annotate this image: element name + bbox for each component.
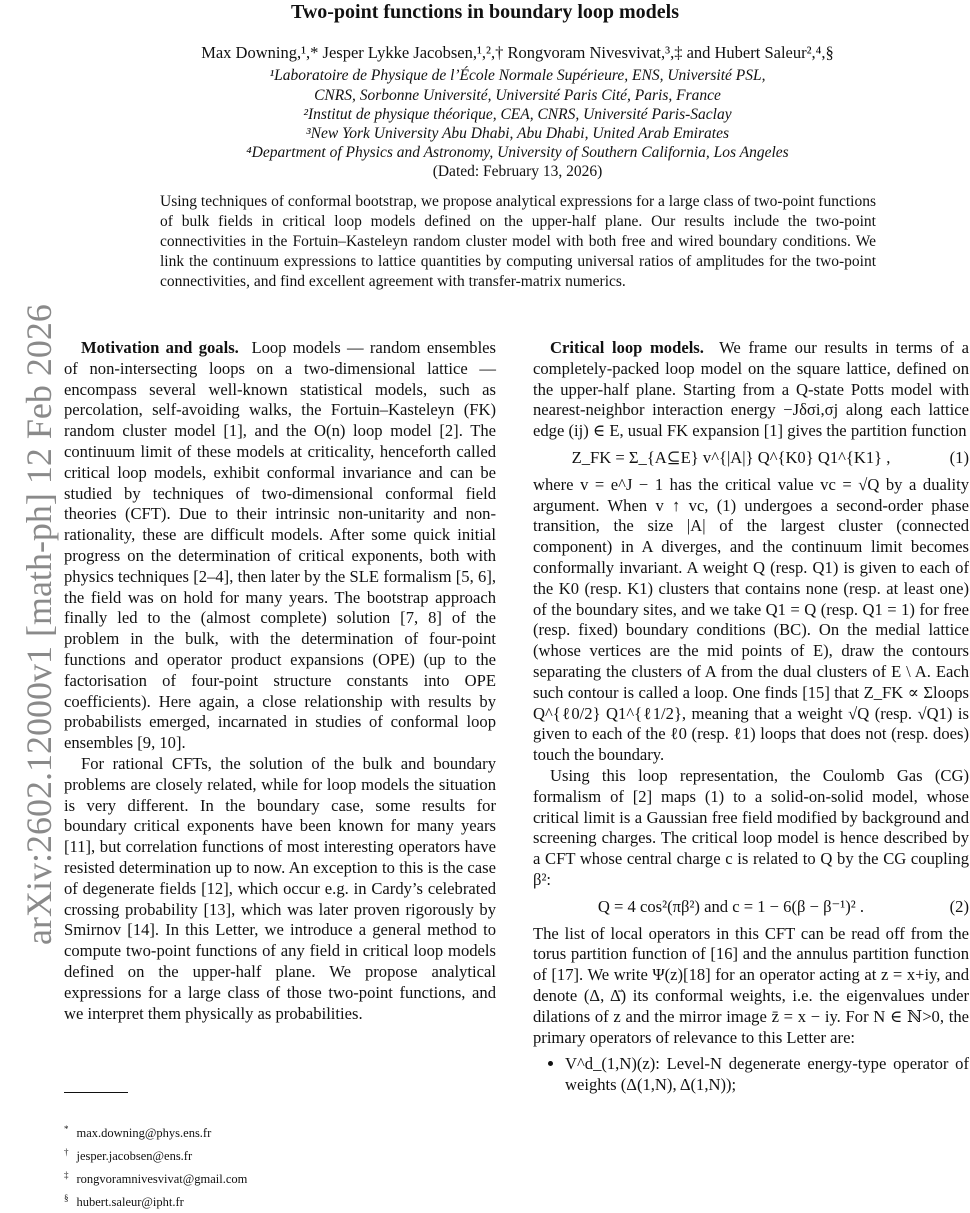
left-column [64, 338, 496, 1024]
footnote-email: hubert.saleur@ipht.fr [76, 1195, 184, 1210]
footnote-rule [64, 1092, 128, 1093]
section-heading-motivation: Motivation and goals. [81, 338, 239, 357]
paragraph-text: We frame our results in terms of a completely-packed loop model on the square lattice, defined on the upper-half plane. Starting from a Q-state Potts model with nearest-neighbor interaction energy −Jδσi,σj along each lattice edge (ij) ∈ E, usual FK expansion [1] gives the partition function [533, 338, 969, 441]
paragraph-critical-loop [533, 338, 969, 442]
operator-list [533, 1054, 969, 1096]
affiliation-4: ⁴Department of Physics and Astronomy, University of Southern California, Los Angeles [246, 144, 789, 161]
affiliation-3: ³New York University Abu Dhabi, Abu Dhabi, United Arab Emirates [305, 125, 729, 142]
footnote-email: rongvoramnivesvivat@gmail.com [76, 1172, 248, 1187]
equation-number: (2) [949, 896, 969, 916]
paragraph-duality: where v = e^J − 1 has the critical value vc = √Q by a duality argument. When v ↑ vc, (1) undergoes a second-order phase transition, the size |A| of the largest cluster (connected component) in A diverges, and the continuum limit becomes conformally invariant. A weight Q (resp. Q1) is given to each of the K0 (resp. K1) clusters that contains none (resp. at least one) of the boundary sites, and we take Q1 = Q (resp. Q1 = 1) for free (resp. fixed) boundary conditions (BC). On the medial lattice (whose vertices are the mid points of E), draw the contours separating the clusters of A from the dual clusters of E \ A. Each such contour is called a loop. One finds [15] that Z_FK ∝ Σloops Q^{ℓ0/2} Q1^{ℓ1/2}, meaning that a weight √Q (resp. √Q1) is given to each of the ℓ0 (resp. ℓ1) loops that does not (resp. does) touch the boundary. [533, 474, 969, 765]
footnote-item[interactable] [64, 1166, 247, 1189]
right-column [533, 338, 969, 1096]
section-heading-critical: Critical loop models. [550, 338, 704, 357]
footnote-mark: * [64, 1124, 69, 1134]
equation-body: Z_FK = Σ_{A⊆E} v^{|A|} Q^{K0} Q1^{K1} , [571, 447, 891, 467]
equation-1 [533, 448, 969, 469]
paragraph-motivation [64, 338, 496, 754]
paragraph-rational-cft: For rational CFTs, the solution of the bulk and boundary problems are closely related, while for loop models the situation is very different. In the boundary case, some results for boundary critical exponents have been known for many years [11], but correlation functions of most interesting operators have resisted determination up to now. An exception to this is the case of degenerate fields [12], which occur e.g. in Cardy’s celebrated crossing probability [13], which was later proven rigorously by Smirnov [14]. In this Letter, we introduce a general method to compute two-point functions of any field in critical loop models defined on the upper-half plane. We propose analytical expressions for a large class of those two-point functions, and we interpret them physically as probabilities. [64, 753, 496, 1023]
paragraph-text: Loop models — random ensembles of non-intersecting loops on a two-dimensional lattice — encompass several well-known statistical models, such as percolation, self-avoiding walks, the Fortuin–Kasteleyn (FK) random cluster model [1], and the O(n) loop model [2]. The continuum limit of these models at criticality, henceforth called critical loop models, exhibit conformal invariance and can be studied by techniques of two-dimensional conformal field theories (CFT). Due to their intrinsic non-unitarity and non-rationality, these are difficult models. After some quick initial progress on the determination of critical exponents, both with physics techniques [2–4], then later by the SLE formalism [5, 6], the field was on hold for many years. The bootstrap approach finally led to the (almost complete) solution [7, 8] of the problem in the bulk, with the determination of four-point functions and operator product expansions (OPE) (up to the factorisation of four-point structure constants into OPE coefficients). Here again, a close relationship with results by probabilists emerged, incarnated in studies of conformal loop ensembles [9, 10]. [64, 338, 497, 753]
footnote-email: jesper.jacobsen@ens.fr [76, 1149, 193, 1164]
author-list: Max Downing,¹,* Jesper Lykke Jacobsen,¹,²,† Rongvoram Nivesvivat,³,‡ and Hubert Saleur²,⁴,§ [201, 43, 834, 62]
equation-number: (1) [949, 447, 969, 467]
date-line: (Dated: February 13, 2026) [432, 163, 603, 180]
footnote-email: max.downing@phys.ens.fr [76, 1126, 212, 1141]
footnote-mark: § [64, 1193, 69, 1204]
footnote-item[interactable] [64, 1143, 247, 1166]
paragraph-coulomb-gas: Using this loop representation, the Coulomb Gas (CG) formalism of [2] maps (1) to a solid-on-solid model, whose critical limit is a Gaussian free field modified by background and screening charges. The critical loop model is hence described by a CFT whose central charge c is related to Q by the CG coupling β²: [533, 765, 969, 889]
footnote-item[interactable] [64, 1120, 247, 1143]
equation-2 [533, 897, 969, 918]
footnote-item[interactable] [64, 1189, 247, 1212]
affiliation-2: ²Institut de physique théorique, CEA, CNRS, Université Paris-Saclay [303, 106, 732, 123]
affiliation-1b: CNRS, Sorbonne Université, Université Paris Cité, Paris, France [314, 87, 721, 104]
list-item: • V^d_(1,N)(z): Level-N degenerate energy-type operator of weights (Δ(1,N), Δ(1,N)); [565, 1054, 969, 1096]
arxiv-stamp[interactable]: arXiv:2602.12000v1 [math-ph] 12 Feb 2026 [19, 304, 59, 945]
footnote-mark: † [64, 1147, 69, 1158]
footnotes [64, 1120, 247, 1213]
paper-title: Two-point functions in boundary loop models [290, 1, 680, 23]
equation-body: Q = 4 cos²(πβ²) and c = 1 − 6(β − β⁻¹)² . [597, 896, 865, 916]
footnote-mark: ‡ [64, 1170, 69, 1181]
affiliation-1a: ¹Laboratoire de Physique de l’École Normale Supérieure, ENS, Université PSL, [269, 67, 766, 84]
paragraph-operators: The list of local operators in this CFT can be read off from the torus partition function of [16] and the annulus partition function of [17]. We write Ψ(z)[18] for an operator acting at z = x+iy, and denote (Δ, Δ̄) its conformal weights, i.e. the eigenvalues under dilations of z and the mirror image z̄ = x − iy. For N ∈ ℕ>0, the primary operators of relevance to this Letter are: [533, 923, 969, 1047]
abstract: Using techniques of conformal bootstrap, we propose analytical expressions for a large class of two-point functions of bulk fields in critical loop models defined on the upper-half plane. Our results include the two-point connectivities in the Fortuin–Kasteleyn random cluster model with both free and wired boundary conditions. We link the continuum expressions to lattice quantities by computing universal ratios of amplitudes for the two-point connectivities, and find excellent agreement with transfer-matrix numerics. [160, 193, 876, 290]
